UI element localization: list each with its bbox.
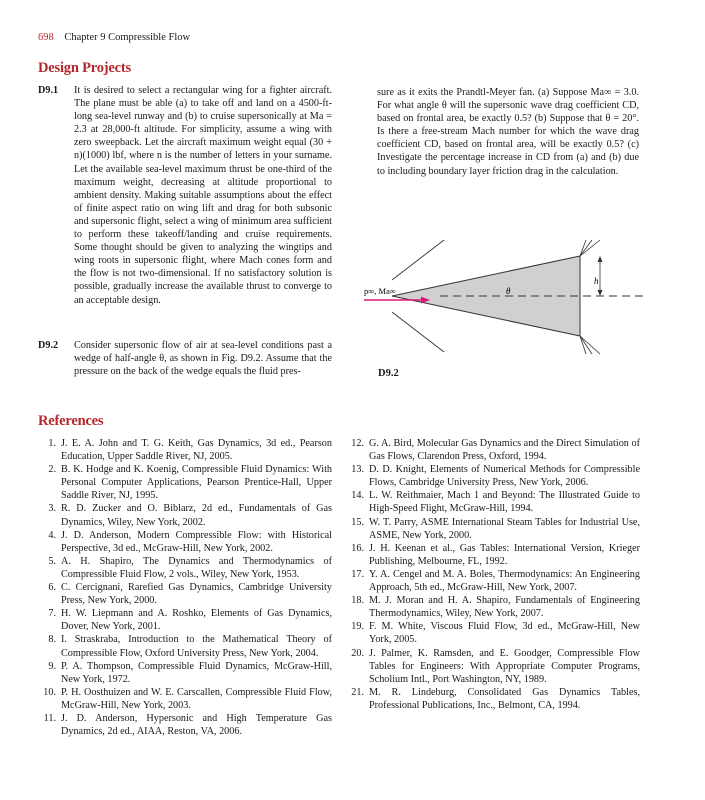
reference-number: 10. xyxy=(43,686,56,698)
references-column-right xyxy=(346,437,640,712)
reference-number: 4. xyxy=(48,529,56,541)
reference-text: J. Palmer, K. Ramsden, and E. Goodger, Compressible Flow Tables for Engineers: With Appropriate Computer Programs, Scholium Intl., Port Washington, NY, 1989. xyxy=(369,647,640,685)
problem-label: D9.1 xyxy=(38,85,59,96)
reference-item xyxy=(346,437,640,463)
reference-number: 21. xyxy=(351,686,364,698)
reference-number: 5. xyxy=(48,555,56,567)
problem-d9-2 xyxy=(38,339,332,378)
reference-text: F. M. White, Viscous Fluid Flow, 3d ed., McGraw-Hill, New York, 2005. xyxy=(369,621,640,646)
reference-number: 2. xyxy=(48,464,56,476)
reference-text: M. J. Moran and H. A. Shapiro, Fundamentals of Engineering Thermodynamics, Wiley, New York, 2007. xyxy=(369,595,640,620)
reference-item xyxy=(38,660,332,686)
shock-line-upper xyxy=(392,240,444,280)
reference-text: G. A. Bird, Molecular Gas Dynamics and the Direct Simulation of Gas Flows, Clarendon Press, Oxford, 1994. xyxy=(369,438,640,463)
reference-text: P. H. Oosthuizen and W. E. Carscallen, Compressible Fluid Flow, McGraw-Hill, New York, 2003. xyxy=(61,686,332,711)
reference-item xyxy=(38,581,332,607)
dimension-arrowhead xyxy=(598,256,603,262)
references-column-left xyxy=(38,437,332,738)
reference-text: B. K. Hodge and K. Koenig, Compressible Fluid Dynamics: With Personal Computer Applications, Pearson Prentice-Hall, Upper Saddle River, NJ, 1995. xyxy=(61,464,332,502)
reference-text: J. H. Keenan et al., Gas Tables: International Version, Krieger Publishing, Melbourne, FL, 1992. xyxy=(369,542,640,567)
height-label: h xyxy=(594,276,599,286)
reference-number: 13. xyxy=(351,464,364,476)
reference-text: P. A. Thompson, Compressible Fluid Dynamics, McGraw-Hill, New York, 1972. xyxy=(61,660,332,685)
reference-item xyxy=(346,647,640,686)
wedge-figure xyxy=(360,238,650,356)
reference-item xyxy=(346,568,640,594)
problem-text: Consider supersonic flow of air at sea-level conditions past a wedge of half-angle θ, as shown in Fig. D9.2. Assume that the pressure on the back of the wedge equals the fluid pres- xyxy=(74,340,332,378)
reference-item xyxy=(346,686,640,712)
reference-item xyxy=(38,502,332,528)
problem-text: It is desired to select a rectangular wing for a fighter aircraft. The plane must be able (a) to take off and land on a 4500-ft-long sea-level runway and (b) to cruise supersonically at Ma = 2.3 at 28,000-ft altitude. For simplicity, assume a wing with zero sweepback. Let the aircraft maximum weight equal (30 + n)(1000) lbf, where n is the number of letters in your surname. Let the available sea-level maximum thrust be one-third of the maximum weight, decreasing at altitude proportional to ambient density. Making suitable assumptions about the effect of finite aspect ratio on wing lift and drag for both subsonic and supersonic flight, select a wing of minimum area sufficient to perform these takeoff/landing and cruise requirements. Some thought should be given to analyzing the wingtips and wing roots in supersonic flight, where Mach cones form and the flow is not two-dimensional. If no satisfactory solution is possible, gradually increase the available thrust to converge to an acceptable design. xyxy=(74,85,332,306)
reference-text: J. E. A. John and T. G. Keith, Gas Dynamics, 3d ed., Pearson Education, Upper Saddle River, NJ, 2005. xyxy=(61,438,332,463)
design-projects-heading: Design Projects xyxy=(38,60,131,76)
flow-label: p∞, Ma∞ xyxy=(364,286,396,296)
reference-text: A. H. Shapiro, The Dynamics and Thermodynamics of Compressible Fluid Flow, 2 vols., Wiley, New York, 1953. xyxy=(61,555,332,580)
running-header xyxy=(38,32,190,43)
reference-number: 6. xyxy=(48,582,56,594)
reference-text: J. D. Anderson, Hypersonic and High Temperature Gas Dynamics, 2d ed., AIAA, Reston, VA, 2006. xyxy=(61,712,332,738)
reference-item xyxy=(38,437,332,463)
page-number: 698 xyxy=(38,32,54,43)
reference-item xyxy=(38,529,332,555)
problem-d9-1 xyxy=(38,84,332,307)
reference-item xyxy=(38,607,332,633)
reference-item xyxy=(346,542,640,568)
reference-item xyxy=(346,516,640,542)
reference-number: 1. xyxy=(48,438,56,449)
reference-item xyxy=(38,555,332,581)
reference-number: 8. xyxy=(48,634,56,646)
reference-text: I. Straskraba, Introduction to the Mathematical Theory of Compressible Flow, Oxford University Press, New York, 2004. xyxy=(61,634,332,659)
reference-item xyxy=(346,620,640,646)
reference-number: 9. xyxy=(48,660,56,672)
reference-number: 3. xyxy=(48,503,56,515)
reference-number: 7. xyxy=(48,608,56,620)
reference-item xyxy=(346,489,640,515)
reference-text: H. W. Liepmann and A. Roshko, Elements of Gas Dynamics, Dover, New York, 2001. xyxy=(61,608,332,633)
problem-d9-2-continuation: sure as it exits the Prandtl-Meyer fan. (a) Suppose Ma∞ = 3.0. For what angle θ will the supersonic wave drag coefficient CD, based on frontal area, be exactly 0.5? (b) Suppose that θ = 20°. Is there a free-stream Mach number for which the wave drag coefficient CD, based on frontal area, will be exactly 0.5? (c) Investigate the percentage increase in CD from (a) and (b) due to including boundary layer friction drag in the calculation. xyxy=(377,87,639,177)
reference-item xyxy=(346,463,640,489)
reference-number: 14. xyxy=(351,490,364,502)
reference-number: 16. xyxy=(351,542,364,554)
reference-number: 20. xyxy=(351,647,364,659)
reference-text: W. T. Parry, ASME International Steam Tables for Industrial Use, ASME, New York, 2000. xyxy=(369,516,640,541)
reference-text: J. D. Anderson, Modern Compressible Flow: with Historical Perspective, 3d ed., McGraw-Hill, New York, 2002. xyxy=(61,529,332,554)
reference-number: 12. xyxy=(351,438,364,449)
figure-caption: D9.2 xyxy=(378,368,399,379)
reference-text: Y. A. Cengel and M. A. Boles, Thermodynamics: An Engineering Approach, 5th ed., McGraw-Hill, New York, 2007. xyxy=(369,568,640,594)
chapter-title: Chapter 9 Compressible Flow xyxy=(64,32,191,43)
reference-item xyxy=(38,633,332,659)
reference-item xyxy=(346,594,640,620)
references-heading: References xyxy=(38,413,104,429)
dimension-arrowhead xyxy=(598,290,603,296)
reference-item xyxy=(38,712,332,738)
reference-text: C. Cercignani, Rarefied Gas Dynamics, Cambridge University Press, New York, 2000. xyxy=(61,582,332,607)
reference-number: 17. xyxy=(351,568,364,580)
reference-item xyxy=(38,463,332,502)
reference-item xyxy=(38,686,332,712)
reference-number: 19. xyxy=(351,621,364,633)
reference-text: D. D. Knight, Elements of Numerical Methods for Compressible Flows, Cambridge University Press, New York, 2006. xyxy=(369,464,640,489)
problem-label: D9.2 xyxy=(38,340,59,351)
shock-line-lower xyxy=(392,312,444,352)
reference-number: 15. xyxy=(351,516,364,528)
reference-number: 11. xyxy=(43,712,56,724)
reference-text: L. W. Reithmaier, Mach 1 and Beyond: The Illustrated Guide to High-Speed Flight, McGraw-Hill, 1994. xyxy=(369,490,640,515)
reference-text: R. D. Zucker and O. Biblarz, 2d ed., Fundamentals of Gas Dynamics, Wiley, New York, 2002. xyxy=(61,503,332,528)
reference-text: M. R. Lindeburg, Consolidated Gas Dynamics Tables, Professional Publications, Inc., Belmont, CA, 1994. xyxy=(369,686,640,711)
reference-number: 18. xyxy=(351,595,364,607)
angle-label: θ xyxy=(506,286,511,296)
